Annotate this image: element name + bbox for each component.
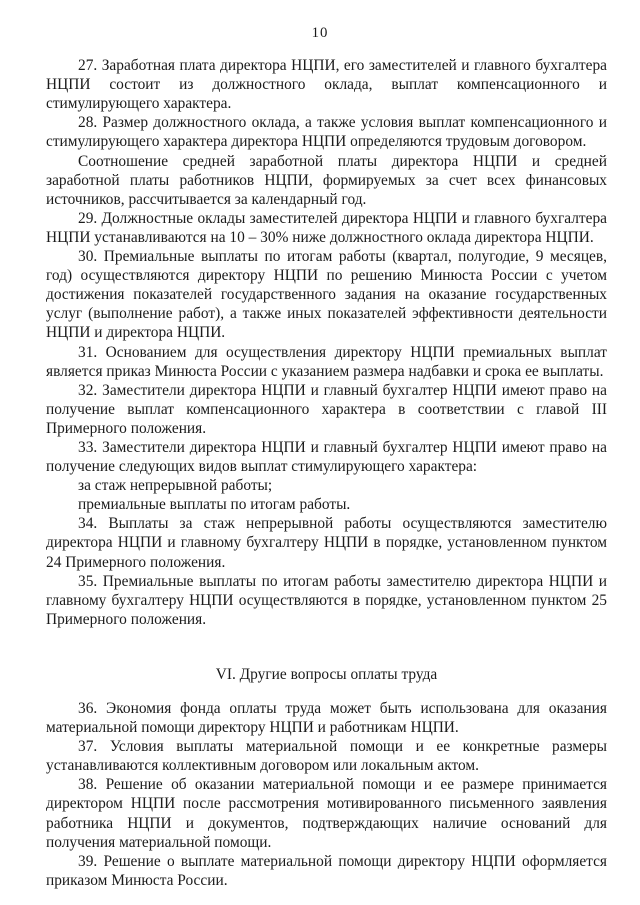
paragraph-30: 30. Премиальные выплаты по итогам работы (квартал, полугодие, 9 месяцев, год) осуществляются директору НЦПИ по решению Минюста России с учетом достижения показателей государственного задания на оказание государственных услуг (выполнение работ), а также иных показателей эффективности деятельности НЦПИ и директора НЦПИ. (46, 248, 607, 342)
paragraph-34: 34. Выплаты за стаж непрерывной работы осуществляются заместителю директора НЦПИ и главному бухгалтеру НЦПИ в порядке, установленном пунктом 24 Примерного положения. (46, 515, 607, 571)
paragraph-27: 27. Заработная плата директора НЦПИ, его заместителей и главного бухгалтера НЦПИ состоит из должностного оклада, выплат компенсационного и стимулирующего характера. (46, 57, 607, 113)
paragraph-35: 35. Премиальные выплаты по итогам работы заместителю директора НЦПИ и главному бухгалтеру НЦПИ осуществляются в порядке, установленном пунктом 25 Примерного положения. (46, 572, 607, 628)
document-body (46, 56, 607, 890)
paragraph-31: 31. Основанием для осуществления директору НЦПИ премиальных выплат является приказ Минюста России с указанием размера надбавки и срока ее выплаты. (46, 343, 607, 380)
paragraph-32: 32. Заместители директора НЦПИ и главный бухгалтер НЦПИ имеют право на получение выплат компенсационного характера в соответствии с главой III Примерного положения. (46, 381, 607, 437)
paragraph-33-item-1: за стаж непрерывной работы; (78, 477, 273, 495)
paragraph-33: 33. Заместители директора НЦПИ и главный бухгалтер НЦПИ имеют право на получение следующих видов выплат стимулирующего характера: (46, 438, 607, 476)
paragraph-29: 29. Должностные оклады заместителей директора НЦПИ и главного бухгалтера НЦПИ устанавливаются на 10 – 30% ниже должностного оклада директора НЦПИ. (46, 209, 607, 246)
page-number: 10 (311, 25, 329, 41)
section-heading-vi: VI. Другие вопросы оплаты труда (215, 665, 438, 683)
paragraph-38: 38. Решение об оказании материальной помощи и ее размере принимается директором НЦПИ после рассмотрения мотивированного письменного заявления работника НЦПИ и документов, подтверждающих наличие оснований для получения материальной помощи. (46, 776, 607, 851)
paragraph-33-item-2: премиальные выплаты по итогам работы. (78, 496, 351, 514)
paragraph-39: 39. Решение о выплате материальной помощи директору НЦПИ оформляется приказом Минюста России. (46, 852, 607, 889)
paragraph-37: 37. Условия выплаты материальной помощи и ее конкретные размеры устанавливаются коллективным договором или локальным актом. (46, 738, 607, 775)
paragraph-28: 28. Размер должностного оклада, а также условия выплат компенсационного и стимулирующего характера директора НЦПИ определяются трудовым договором. (46, 114, 607, 151)
paragraph-36: 36. Экономия фонда оплаты труда может быть использована для оказания материальной помощи директору НЦПИ и работникам НЦПИ. (46, 700, 607, 737)
paragraph-28-note: Соотношение средней заработной платы директора НЦПИ и средней заработной платы работников НЦПИ, формируемых за счет всех финансовых источников, рассчитывается за календарный год. (46, 152, 607, 208)
